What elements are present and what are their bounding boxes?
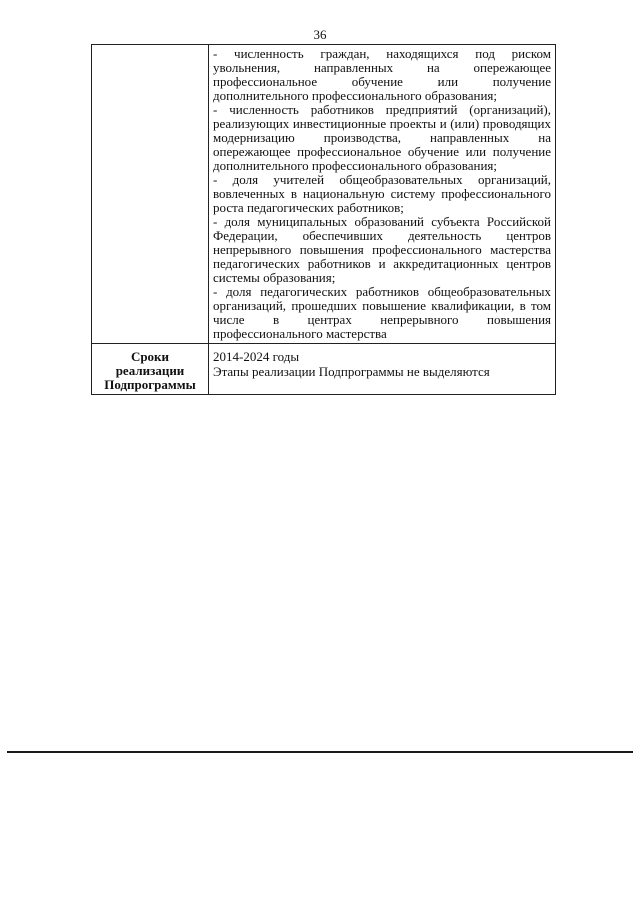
bottom-rule-divider [7,751,633,753]
indicator-item: - численность работников предприятий (организаций), реализующих инвестиционные проекты и (или) проводящих модернизацию производства, направленных на опережающее профессиональное обучение или получение дополнительного профессионального образования; [213,102,551,173]
indicator-item: - доля муниципальных образований субъекта Российской Федерации, обеспечивших деятельность центров непрерывного повышения профессионального мастерства педагогических работников и аккредитационных центров системы образования; [213,214,551,285]
implementation-stages-note: Этапы реализации Подпрограммы не выделяются [213,364,490,379]
implementation-years: 2014-2024 годы [213,349,300,364]
indicator-item: - численность граждан, находящихся под риском увольнения, направленных на опережающее профессиональное обучение или получение дополнительного профессионального образования; [213,46,551,103]
indicators-label-cell [92,45,209,344]
subprogram-passport-table [91,44,556,395]
indicator-item: - доля учителей общеобразовательных организаций, вовлеченных в национальную систему профессионального роста педагогических работников; [213,172,551,215]
implementation-period-content [209,344,556,395]
indicators-row [92,45,556,344]
indicators-content-cell [209,45,556,344]
implementation-period-label: Сроки реализации Подпрограммы [92,344,209,395]
implementation-period-row [92,344,556,395]
indicator-item: - доля педагогических работников общеобразовательных организаций, прошедших повышение квалификации, в том числе в центрах непрерывного повышения профессионального мастерства [213,284,551,341]
page-number: 36 [313,27,327,42]
